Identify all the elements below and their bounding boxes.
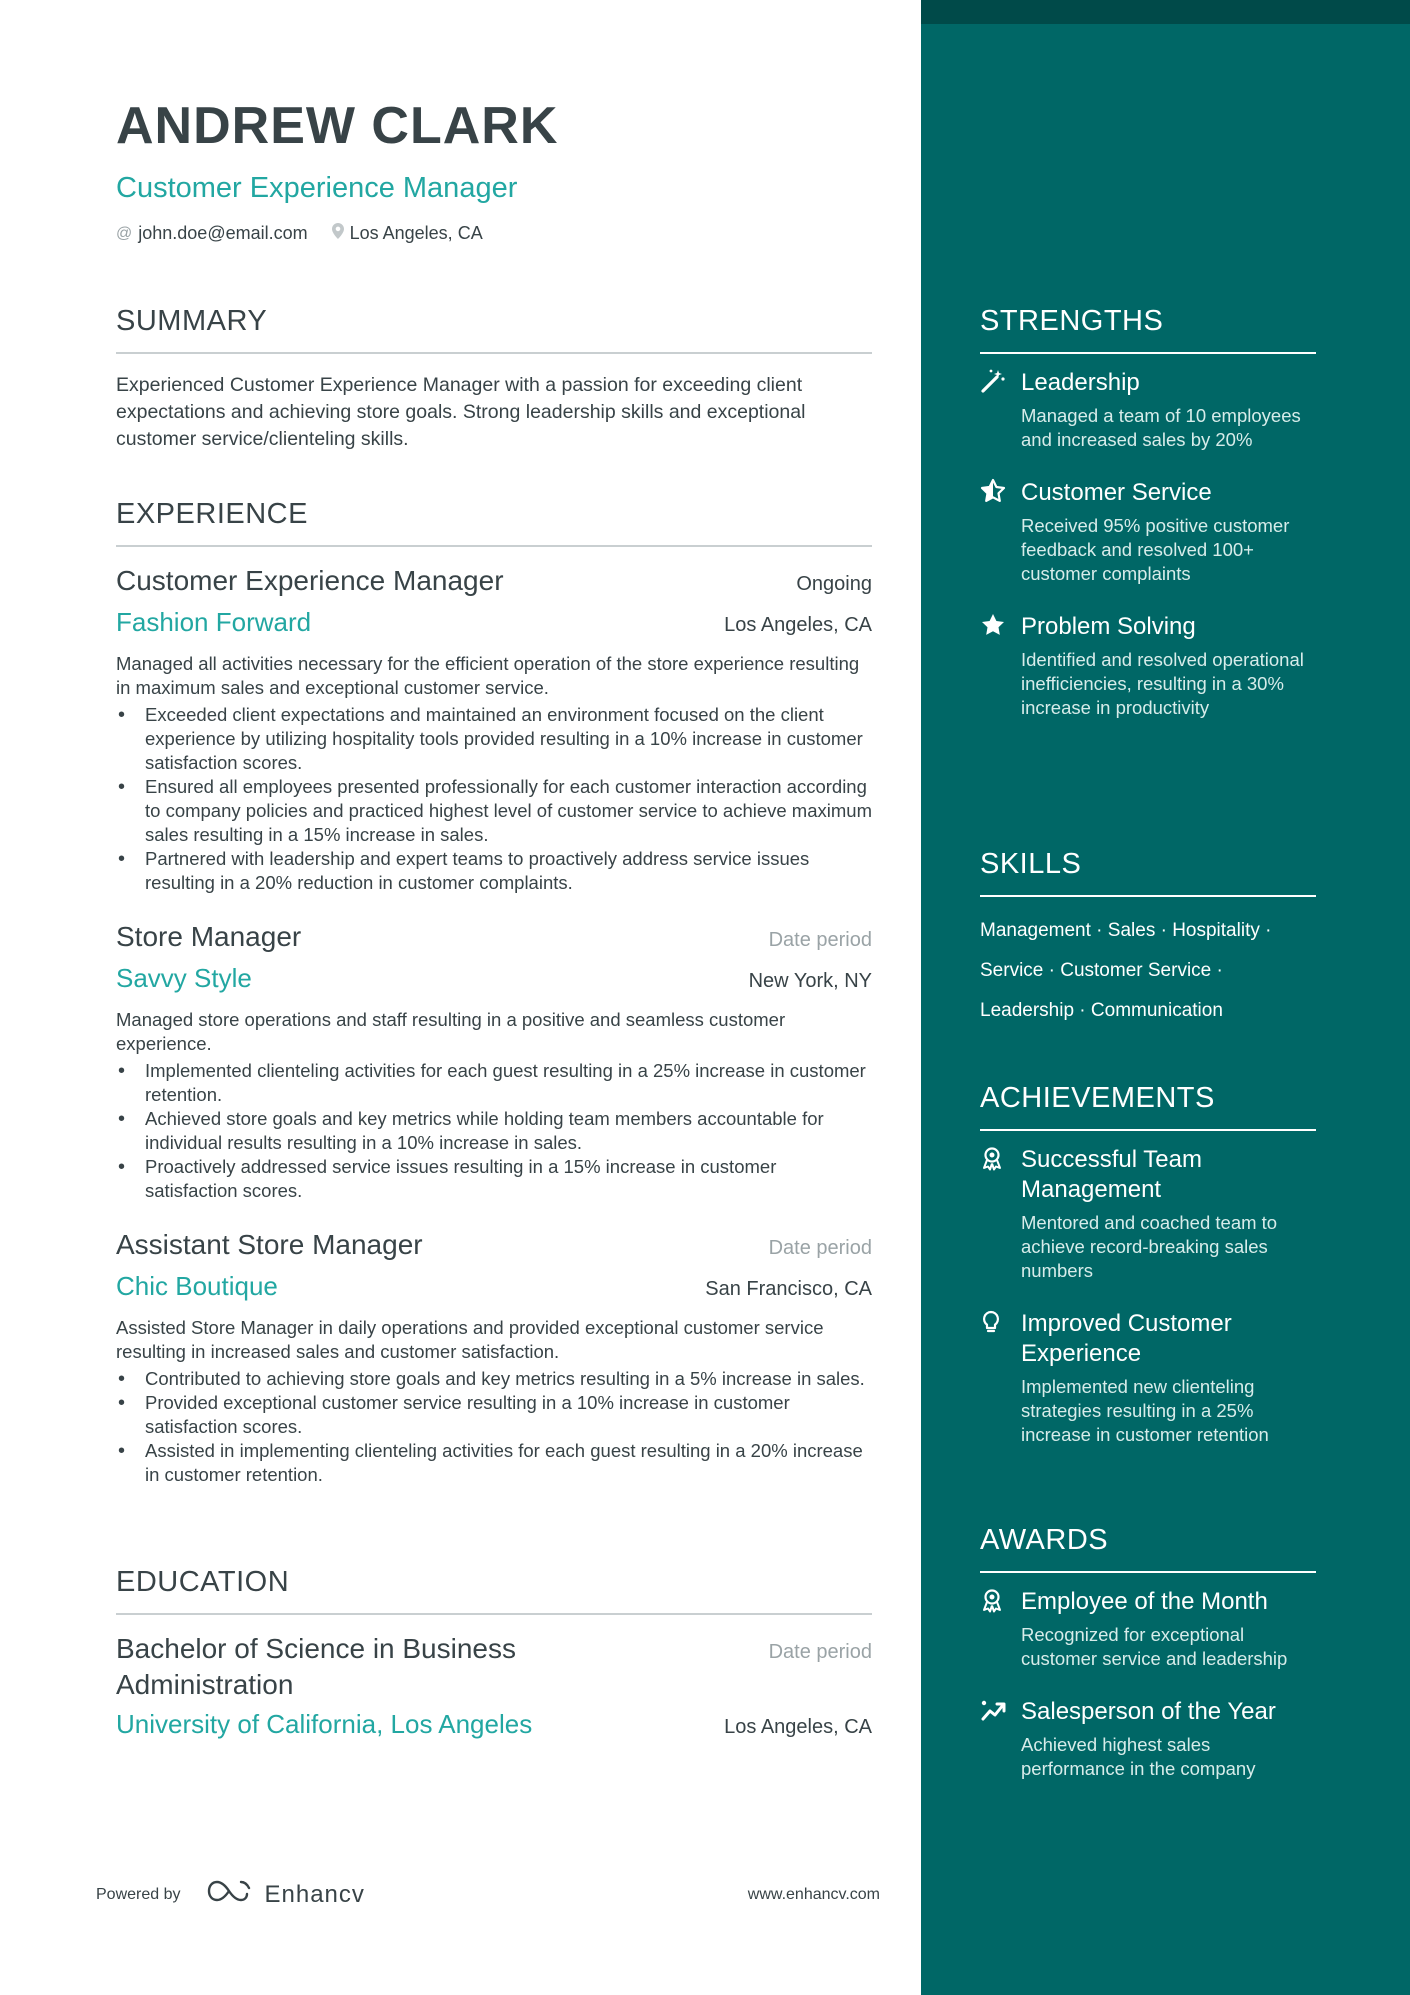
award-description: Recognized for exceptional customer service and leadership bbox=[1021, 1624, 1288, 1669]
divider bbox=[116, 1613, 872, 1615]
company-name: Chic Boutique bbox=[116, 1271, 278, 1301]
trend-icon bbox=[980, 1697, 1021, 1781]
job-entry bbox=[116, 921, 872, 1203]
location-text: Los Angeles, CA bbox=[349, 223, 483, 243]
list-item: • Implemented clienteling activities for each guest resulting in a 25% increase in customer retention. bbox=[116, 1059, 872, 1107]
sidebar bbox=[921, 0, 1410, 1995]
job-bullets bbox=[116, 1059, 872, 1203]
section-title: AWARDS bbox=[980, 1524, 1109, 1556]
contact-location bbox=[332, 223, 483, 244]
sidebar-top-band bbox=[921, 0, 1410, 24]
job-bullets bbox=[116, 1367, 872, 1487]
job-bullets bbox=[116, 703, 872, 895]
achievement-title: Successful Team Management bbox=[1021, 1146, 1202, 1203]
brand-logo[interactable] bbox=[207, 1880, 365, 1909]
job-title: Customer Experience Manager bbox=[116, 565, 504, 596]
job-entry bbox=[116, 1229, 872, 1487]
skills-line: Management · Sales · Hospitality · bbox=[980, 920, 1272, 941]
education-location: Los Angeles, CA bbox=[724, 1716, 872, 1738]
education-date: Date period bbox=[768, 1641, 872, 1663]
achievement-description: Implemented new clienteling strategies resulting in a 25% increase in customer retention bbox=[1021, 1376, 1269, 1445]
strength-item bbox=[980, 478, 1316, 586]
job-date: Date period bbox=[768, 1237, 872, 1259]
strength-description: Identified and resolved operational inefficiencies, resulting in a 30% increase in productivity bbox=[1021, 649, 1304, 718]
experience-section bbox=[116, 500, 872, 1487]
skills-list bbox=[980, 911, 1316, 1031]
star-icon bbox=[980, 612, 1021, 720]
footer bbox=[96, 1880, 880, 1909]
list-item: • Proactively addressed service issues resulting in a 15% increase in customer satisfaction scores. bbox=[116, 1155, 872, 1203]
list-item: • Ensured all employees presented professionally for each customer interaction according to company policies and practiced highest level of customer service to achieve maximum sales resulting in a 15% increase in sales. bbox=[116, 775, 872, 847]
job-entry bbox=[116, 565, 872, 895]
achievement-title: Improved Customer Experience bbox=[1021, 1310, 1232, 1367]
candidate-name: ANDREW CLARK bbox=[116, 97, 559, 155]
strength-item bbox=[980, 368, 1316, 452]
company-name: Fashion Forward bbox=[116, 607, 312, 637]
list-item: • Exceeded client expectations and maintained an environment focused on the client experience by utilizing hospitality tools provided resulting in a 10% increase in customer satisfaction scores. bbox=[116, 703, 872, 775]
contact-info bbox=[116, 223, 872, 244]
list-item: • Provided exceptional customer service resulting in a 10% increase in customer satisfaction scores. bbox=[116, 1391, 872, 1439]
list-item: • Assisted in implementing clienteling activities for each guest resulting in a 20% increase in customer retention. bbox=[116, 1439, 872, 1487]
powered-by-text: Powered by bbox=[96, 1885, 181, 1903]
strength-item bbox=[980, 612, 1316, 720]
strength-title: Problem Solving bbox=[1021, 613, 1196, 640]
skills-line: Service · Customer Service · bbox=[980, 960, 1223, 981]
email-text: john.doe@email.com bbox=[138, 223, 308, 243]
job-title: Assistant Store Manager bbox=[116, 1229, 423, 1260]
at-icon: @ bbox=[116, 224, 133, 242]
section-title: EXPERIENCE bbox=[116, 498, 308, 530]
school-name: University of California, Los Angeles bbox=[116, 1709, 533, 1739]
award-item bbox=[980, 1697, 1316, 1781]
list-item: • Achieved store goals and key metrics while holding team members accountable for individual results resulting in a 10% increase in sales. bbox=[116, 1107, 872, 1155]
award-title: Employee of the Month bbox=[1021, 1588, 1268, 1615]
job-date: Date period bbox=[768, 929, 872, 951]
job-description: Managed store operations and staff resulting in a positive and seamless customer experience. bbox=[116, 1009, 786, 1054]
strength-title: Leadership bbox=[1021, 369, 1140, 396]
location-pin-icon bbox=[332, 223, 344, 244]
strength-description: Received 95% positive customer feedback and resolved 100+ customer complaints bbox=[1021, 515, 1290, 584]
award-icon bbox=[980, 1587, 1021, 1671]
award-item bbox=[980, 1587, 1316, 1671]
candidate-role: Customer Experience Manager bbox=[116, 172, 518, 204]
strengths-section bbox=[980, 307, 1316, 720]
contact-email[interactable] bbox=[116, 223, 308, 244]
brand-name: Enhancv bbox=[264, 1880, 365, 1908]
award-title: Salesperson of the Year bbox=[1021, 1698, 1276, 1725]
job-location: Los Angeles, CA bbox=[724, 614, 872, 636]
award-icon bbox=[980, 1145, 1021, 1283]
job-title: Store Manager bbox=[116, 921, 302, 952]
achievement-item bbox=[980, 1309, 1316, 1447]
resume-header bbox=[116, 97, 872, 244]
strength-title: Customer Service bbox=[1021, 479, 1212, 506]
divider bbox=[980, 352, 1316, 354]
section-title: SKILLS bbox=[980, 848, 1082, 880]
section-title: EDUCATION bbox=[116, 1566, 290, 1598]
achievement-item bbox=[980, 1145, 1316, 1283]
enhancv-logo-icon bbox=[207, 1880, 253, 1909]
achievements-section bbox=[980, 1084, 1316, 1447]
website-link[interactable]: www.enhancv.com bbox=[747, 1885, 880, 1903]
divider bbox=[116, 545, 872, 547]
list-item: • Partnered with leadership and expert teams to proactively address service issues resulting in a 20% reduction in customer complaints. bbox=[116, 847, 872, 895]
summary-text: Experienced Customer Experience Manager with a passion for exceeding client expectations and achieving store goals. Strong leadership skills and exceptional customer service/clienteling skills. bbox=[116, 374, 806, 450]
skills-section bbox=[980, 850, 1316, 1031]
job-location: San Francisco, CA bbox=[705, 1278, 872, 1300]
lightbulb-icon bbox=[980, 1309, 1021, 1447]
job-description: Assisted Store Manager in daily operations and provided exceptional customer service resulting in increased sales and customer satisfaction. bbox=[116, 1317, 824, 1362]
section-title: SUMMARY bbox=[116, 305, 268, 337]
skills-line: Leadership · Communication bbox=[980, 1000, 1223, 1021]
company-name: Savvy Style bbox=[116, 963, 252, 993]
divider bbox=[116, 352, 872, 354]
strength-description: Managed a team of 10 employees and increased sales by 20% bbox=[1021, 405, 1301, 450]
education-section bbox=[116, 1568, 872, 1740]
star-half-icon bbox=[980, 478, 1021, 586]
summary-section bbox=[116, 307, 872, 453]
section-title: STRENGTHS bbox=[980, 305, 1164, 337]
divider bbox=[980, 1571, 1316, 1573]
job-location: New York, NY bbox=[748, 970, 872, 992]
divider bbox=[980, 895, 1316, 897]
powered-by bbox=[96, 1880, 365, 1909]
awards-section bbox=[980, 1526, 1316, 1781]
list-item: • Contributed to achieving store goals and key metrics resulting in a 5% increase in sales. bbox=[116, 1367, 872, 1391]
award-description: Achieved highest sales performance in the company bbox=[1021, 1734, 1256, 1779]
section-title: ACHIEVEMENTS bbox=[980, 1082, 1215, 1114]
job-date: Ongoing bbox=[796, 573, 872, 595]
job-description: Managed all activities necessary for the efficient operation of the store experience resulting in maximum sales and exceptional customer service. bbox=[116, 653, 860, 698]
degree-title: Bachelor of Science in Business Administration bbox=[116, 1633, 516, 1700]
magic-wand-icon bbox=[980, 368, 1021, 452]
divider bbox=[980, 1129, 1316, 1131]
achievement-description: Mentored and coached team to achieve record-breaking sales numbers bbox=[1021, 1212, 1278, 1281]
